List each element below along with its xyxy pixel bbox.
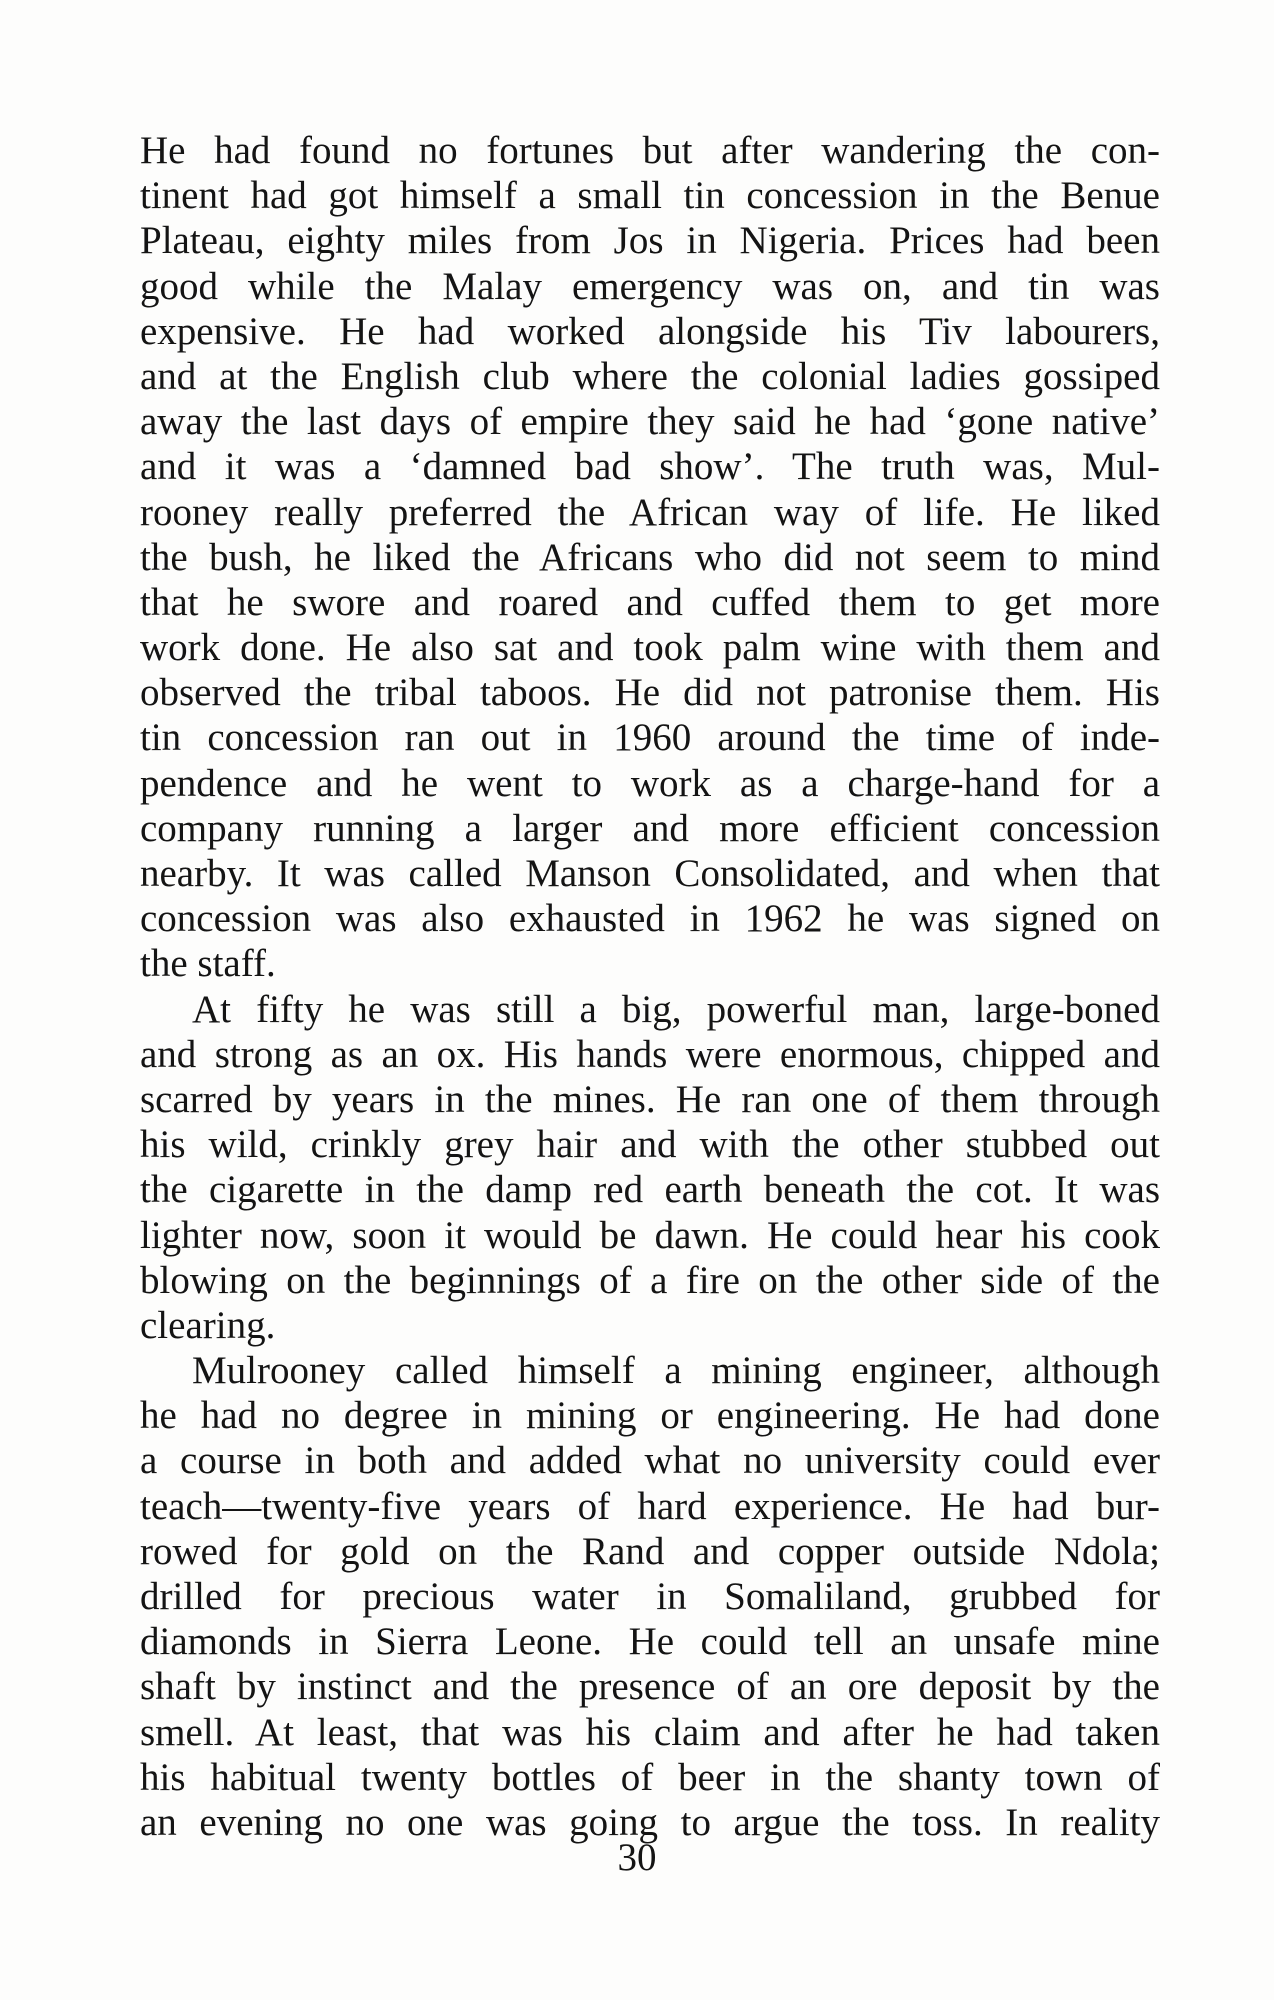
- paragraph-1-line-12: work done. He also sat and took palm wine with them and: [140, 626, 1160, 670]
- paragraph-1-line-14: tin concession ran out in 1960 around the time of inde-: [140, 716, 1160, 760]
- paragraph-1-line-1: He had found no fortunes but after wandering the con-: [140, 129, 1160, 172]
- paragraph-2-line-7: blowing on the beginnings of a fire on the other side of the: [140, 1258, 1160, 1302]
- paragraph-2-line-1: At fifty he was still a big, powerful man, large-boned: [192, 987, 1160, 1031]
- paragraph-3-line-5: rowed for gold on the Rand and copper outside Ndola;: [140, 1529, 1160, 1573]
- paragraph-1-line-5: expensive. He had worked alongside his Tiv labourers,: [140, 309, 1160, 353]
- paragraph-1-line-17: nearby. It was called Manson Consolidated, and when that: [140, 852, 1160, 895]
- paragraph-1-line-11: that he swore and roared and cuffed them to get more: [140, 580, 1160, 624]
- paragraph-2-line-2: and strong as an ox. His hands were enormous, chipped and: [140, 1032, 1160, 1076]
- paragraph-1-line-3: Plateau, eighty miles from Jos in Nigeria. Prices had been: [140, 219, 1160, 263]
- paragraph-2-line-6: lighter now, soon it would be dawn. He could hear his cook: [140, 1213, 1160, 1257]
- paragraph-2-line-8: clearing.: [140, 1303, 276, 1347]
- paragraph-2-line-4: his wild, crinkly grey hair and with the other stubbed out: [140, 1123, 1160, 1167]
- paragraph-1-line-2: tinent had got himself a small tin concession in the Benue: [140, 174, 1160, 218]
- paragraph-3-line-6: drilled for precious water in Somaliland, grubbed for: [140, 1575, 1160, 1618]
- paragraph-3-line-10: his habitual twenty bottles of beer in the shanty town of: [140, 1755, 1160, 1799]
- paragraph-1-line-6: and at the English club where the colonial ladies gossiped: [140, 354, 1160, 398]
- paragraph-1-line-13: observed the tribal taboos. He did not patronise them. His: [140, 671, 1160, 715]
- paragraph-3-line-7: diamonds in Sierra Leone. He could tell an unsafe mine: [140, 1620, 1160, 1664]
- paragraph-1-line-8: and it was a ‘damned bad show’. The truth was, Mul-: [140, 445, 1160, 489]
- paragraph-3-line-4: teach—twenty-five years of hard experience. He had bur-: [140, 1484, 1160, 1528]
- paragraph-3-line-3: a course in both and added what no university could ever: [140, 1439, 1160, 1483]
- paragraph-1-line-16: company running a larger and more efficient concession: [140, 806, 1160, 850]
- paragraph-2-line-5: the cigarette in the damp red earth beneath the cot. It was: [140, 1168, 1160, 1212]
- paragraph-1-line-18: concession was also exhausted in 1962 he was signed on: [140, 897, 1160, 941]
- paragraph-3-line-8: shaft by instinct and the presence of an ore deposit by the: [140, 1665, 1160, 1709]
- paragraph-1-line-4: good while the Malay emergency was on, and tin was: [140, 264, 1160, 308]
- paragraph-3-line-11: an evening no one was going to argue the toss. In reality: [140, 1800, 1160, 1844]
- paragraph-1-line-10: the bush, he liked the Africans who did not seem to mind: [140, 535, 1160, 579]
- paragraph-1-line-19: the staff.: [140, 942, 276, 986]
- paragraph-3-line-2: he had no degree in mining or engineering. He had done: [140, 1394, 1160, 1438]
- paragraph-3-line-1: Mulrooney called himself a mining engineer, although: [192, 1349, 1160, 1393]
- paragraph-2-line-3: scarred by years in the mines. He ran one of them through: [140, 1077, 1160, 1121]
- paragraph-1-line-7: away the last days of empire they said he had ‘gone native’: [140, 400, 1160, 444]
- page-number: 30: [617, 1836, 657, 1879]
- paragraph-3-line-9: smell. At least, that was his claim and after he had taken: [140, 1710, 1160, 1754]
- paragraph-1-line-15: pendence and he went to work as a charge-hand for a: [140, 761, 1160, 805]
- paragraph-1-line-9: rooney really preferred the African way of life. He liked: [140, 490, 1160, 534]
- body-text: [140, 128, 1160, 1845]
